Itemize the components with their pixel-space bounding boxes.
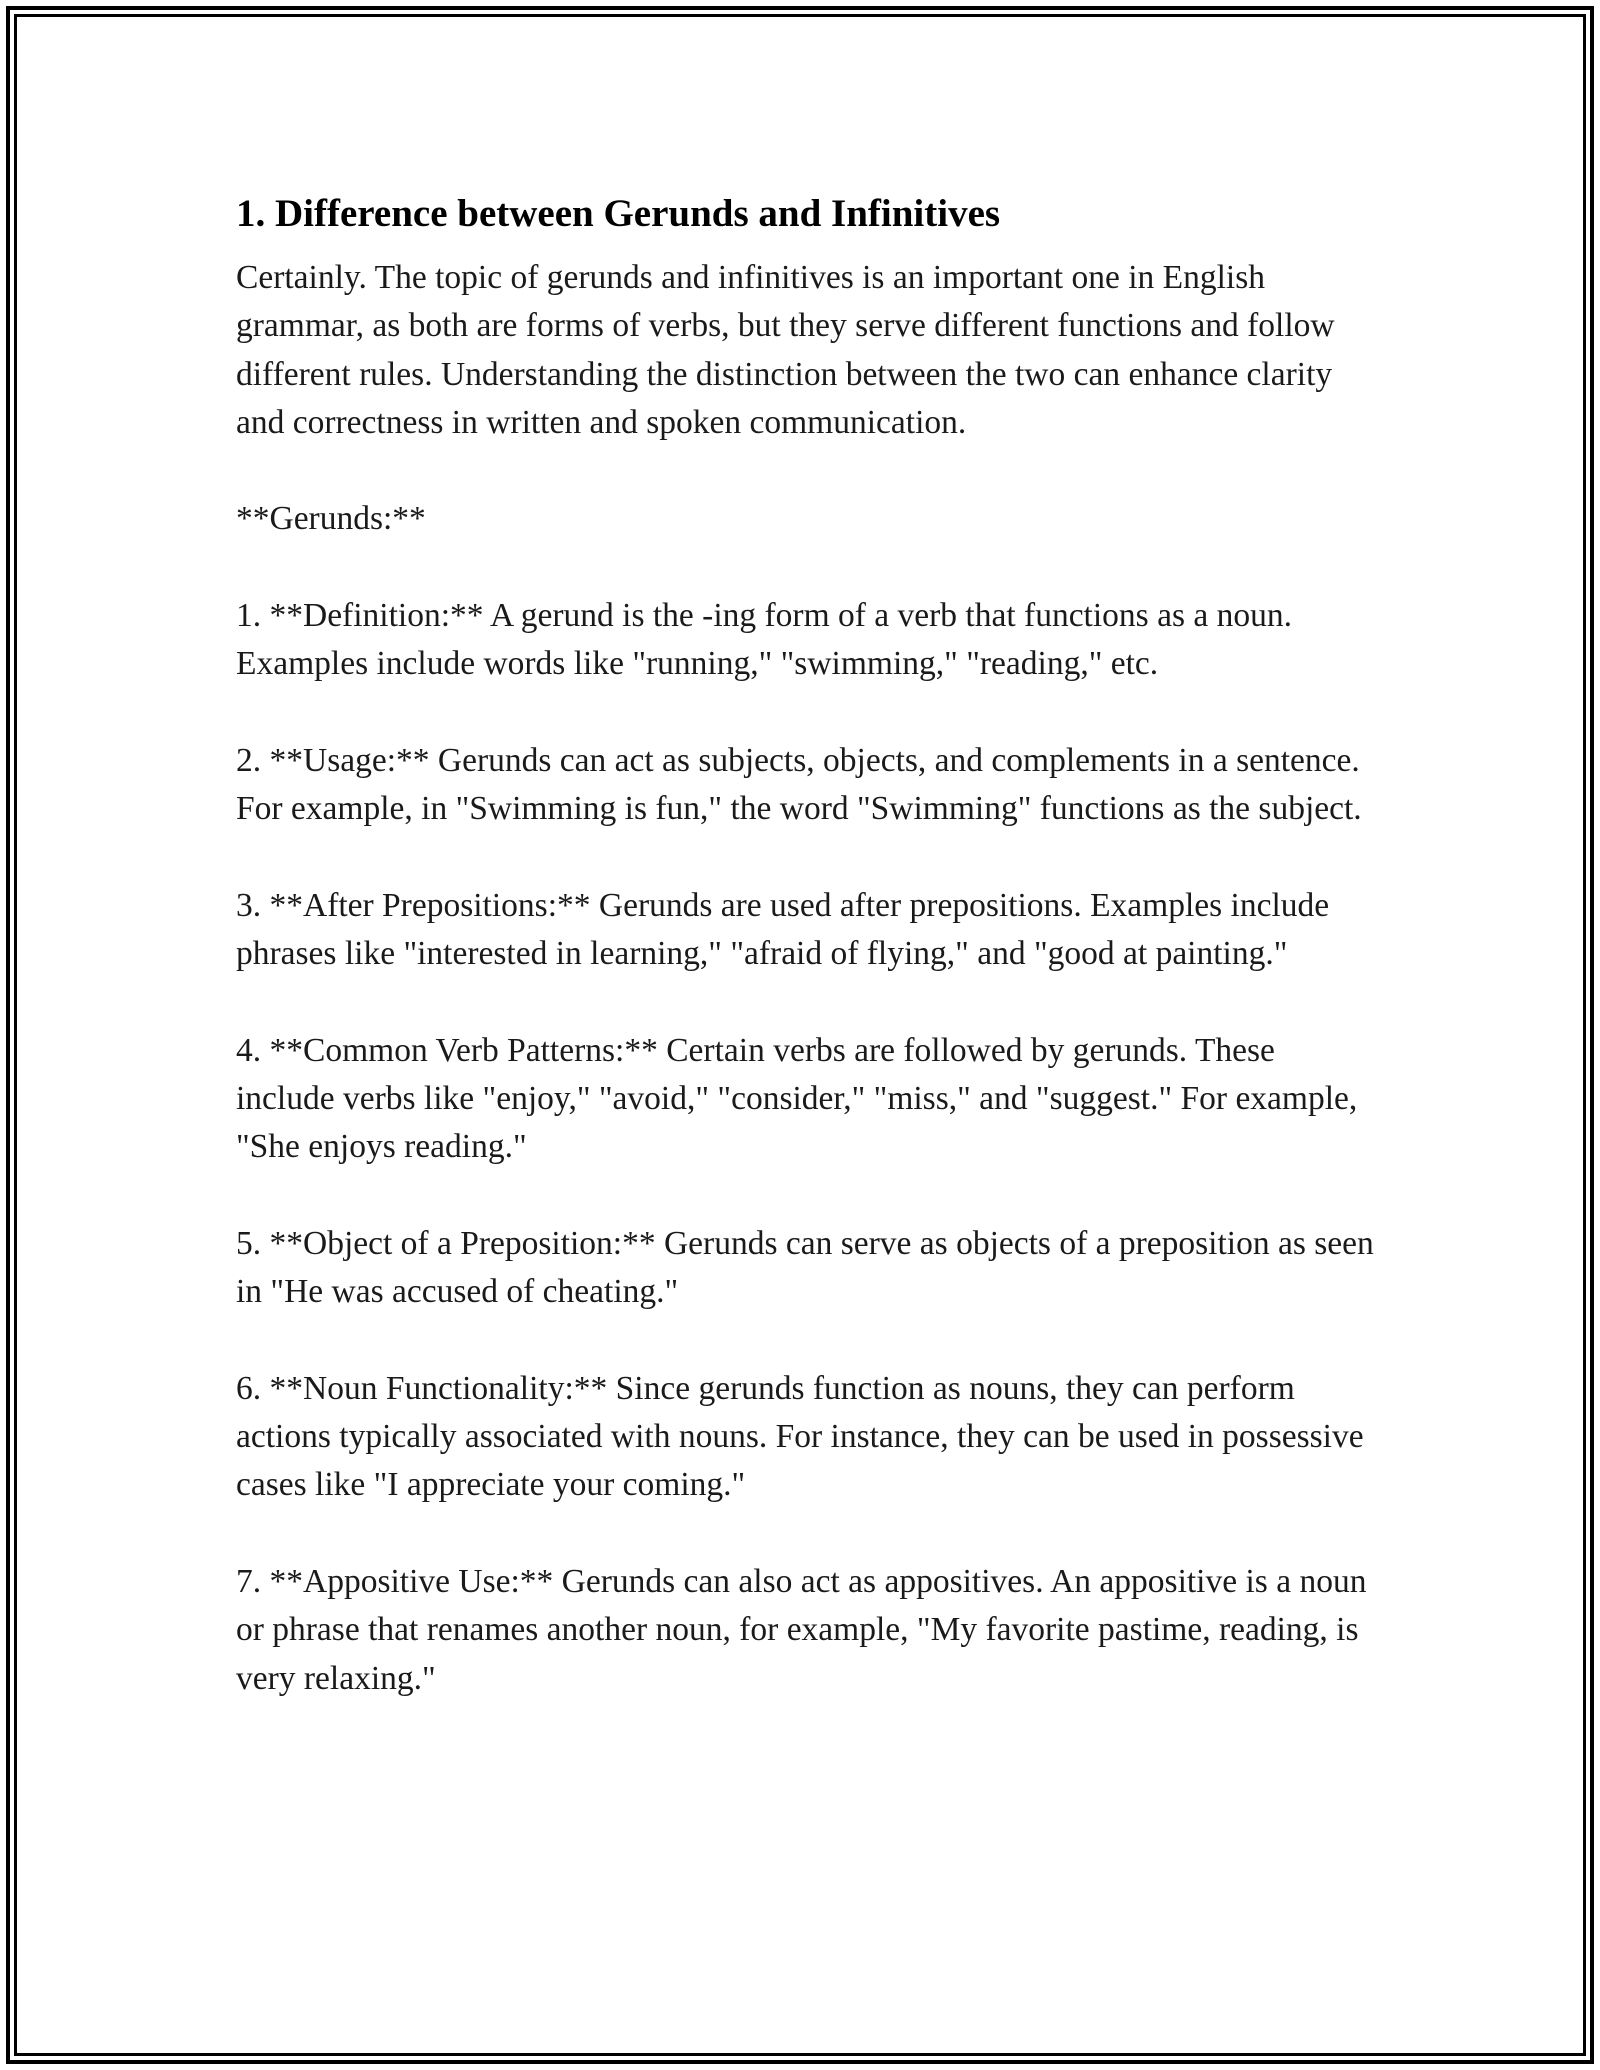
list-item-after-prepositions: 3. **After Prepositions:** Gerunds are used after prepositions. Examples include phrases like "interested in learning," "afraid of flying," and "good at painting." <box>236 886 1338 973</box>
document-body <box>236 186 1383 1751</box>
page-title: 1. Difference between Gerunds and Infinitives <box>236 192 1001 235</box>
list-item-noun-functionality: 6. **Noun Functionality:** Since gerunds function as nouns, they can perform actions typically associated with nouns. For instance, they can be used in possessive cases like "I appreciate your coming." <box>236 1369 1372 1504</box>
list-item-definition: 1. **Definition:** A gerund is the -ing form of a verb that functions as a noun. Examples include words like "running," "swimming," "reading," etc. <box>236 597 1301 683</box>
list-item-common-verb-patterns: 4. **Common Verb Patterns:** Certain verbs are followed by gerunds. These include verbs like "enjoy," "avoid," "consider," "miss," and "suggest." For example, "She enjoys reading." <box>236 1031 1366 1166</box>
section-heading-gerunds: **Gerunds:** <box>236 500 426 538</box>
list-item-object-of-preposition: 5. **Object of a Preposition:** Gerunds can serve as objects of a preposition as seen in "He was accused of cheating." <box>236 1224 1383 1311</box>
intro-paragraph: Certainly. The topic of gerunds and infinitives is an important one in English grammar, as both are forms of verbs, but they serve different functions and follow different rules. Understanding the distinction between the two can enhance clarity and correctness in written and spoken communication. <box>236 259 1343 441</box>
list-item-appositive-use: 7. **Appositive Use:** Gerunds can also act as appositives. An appositive is a noun or phrase that renames another noun, for example, "My favorite pastime, reading, is very relaxing." <box>236 1563 1375 1697</box>
list-item-usage: 2. **Usage:** Gerunds can act as subjects, objects, and complements in a sentence. For example, in "Swimming is fun," the word "Swimming" functions as the subject. <box>236 741 1369 828</box>
